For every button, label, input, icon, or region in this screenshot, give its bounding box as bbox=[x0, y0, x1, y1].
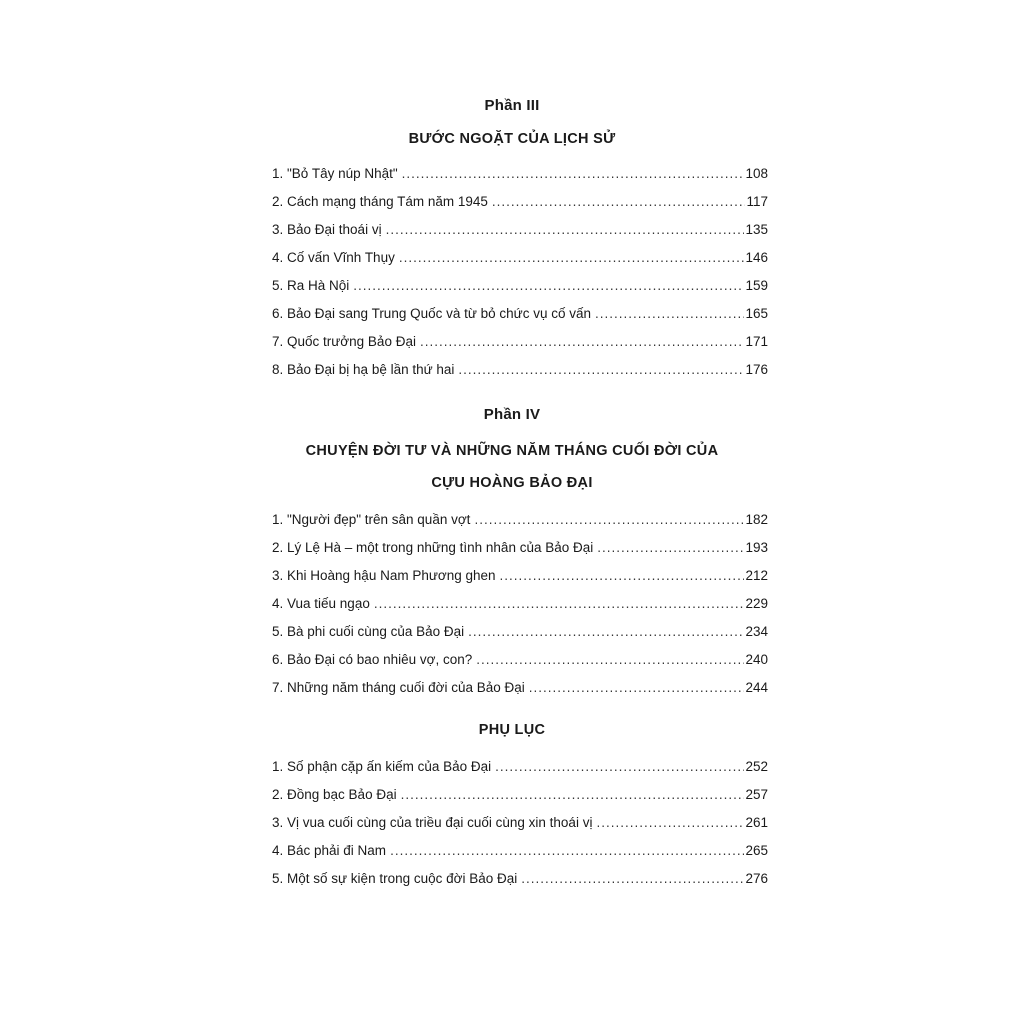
toc-entry-page: 117 bbox=[746, 194, 768, 209]
part-3-title: BƯỚC NGOẶT CỦA LỊCH SỬ bbox=[408, 131, 616, 147]
toc-dot-leader bbox=[402, 166, 745, 181]
part-4-toc-list bbox=[272, 512, 768, 708]
toc-dot-leader bbox=[529, 680, 745, 695]
toc-entry-page: 182 bbox=[745, 512, 768, 527]
toc-entry-page: 240 bbox=[745, 652, 768, 667]
toc-entry-page: 108 bbox=[745, 166, 768, 181]
toc-entry[interactable] bbox=[272, 250, 768, 278]
part-4-label: Phần IV bbox=[483, 406, 541, 423]
toc-entry[interactable] bbox=[272, 871, 768, 899]
toc-entry-title: 5. Ra Hà Nội bbox=[272, 278, 350, 293]
toc-dot-leader bbox=[458, 362, 744, 377]
toc-entry[interactable] bbox=[272, 759, 768, 787]
toc-dot-leader bbox=[468, 624, 744, 639]
toc-entry[interactable] bbox=[272, 624, 768, 652]
toc-dot-leader bbox=[521, 871, 744, 886]
toc-entry-page: 159 bbox=[745, 278, 768, 293]
toc-entry-title: 4. Vua tiếu ngạo bbox=[272, 596, 370, 611]
toc-dot-leader bbox=[596, 815, 744, 830]
toc-entry-page: 257 bbox=[745, 787, 768, 802]
toc-entry-title: 3. Vị vua cuối cùng của triều đại cuối cùng xin thoái vị bbox=[272, 815, 593, 830]
toc-dot-leader bbox=[476, 652, 744, 667]
toc-entry-title: 8. Bảo Đại bị hạ bệ lần thứ hai bbox=[272, 362, 455, 377]
toc-entry-title: 2. Cách mạng tháng Tám năm 1945 bbox=[272, 194, 488, 209]
toc-entry[interactable] bbox=[272, 680, 768, 708]
appendix-title: PHỤ LỤC bbox=[478, 722, 546, 738]
toc-dot-leader bbox=[353, 278, 744, 293]
toc-dot-leader bbox=[474, 512, 744, 527]
toc-entry[interactable] bbox=[272, 362, 768, 390]
toc-entry-page: 252 bbox=[745, 759, 768, 774]
toc-entry[interactable] bbox=[272, 843, 768, 871]
part-3-label: Phần III bbox=[484, 97, 540, 114]
toc-entry[interactable] bbox=[272, 166, 768, 194]
toc-entry[interactable] bbox=[272, 596, 768, 624]
toc-entry-page: 135 bbox=[745, 222, 768, 237]
appendix-toc-list bbox=[272, 759, 768, 899]
toc-entry[interactable] bbox=[272, 787, 768, 815]
toc-entry-title: 5. Một số sự kiện trong cuộc đời Bảo Đại bbox=[272, 871, 518, 886]
toc-entry-page: 234 bbox=[745, 624, 768, 639]
toc-entry-title: 6. Bảo Đại có bao nhiêu vợ, con? bbox=[272, 652, 473, 667]
toc-entry-title: 1. Số phận cặp ấn kiếm của Bảo Đại bbox=[272, 759, 492, 774]
toc-dot-leader bbox=[492, 194, 746, 209]
toc-entry[interactable] bbox=[272, 512, 768, 540]
toc-entry-title: 1. "Người đẹp" trên sân quần vợt bbox=[272, 512, 471, 527]
toc-entry-title: 4. Bác phải đi Nam bbox=[272, 843, 387, 858]
toc-dot-leader bbox=[597, 540, 744, 555]
toc-entry-title: 6. Bảo Đại sang Trung Quốc và từ bỏ chức vụ cố vấn bbox=[272, 306, 591, 321]
toc-dot-leader bbox=[401, 787, 745, 802]
toc-dot-leader bbox=[420, 334, 745, 349]
toc-entry-page: 176 bbox=[745, 362, 768, 377]
toc-entry-page: 193 bbox=[745, 540, 768, 555]
part-4-title-line-2: CỰU HOÀNG BẢO ĐẠI bbox=[431, 475, 593, 491]
toc-entry-title: 3. Khi Hoàng hậu Nam Phương ghen bbox=[272, 568, 496, 583]
toc-entry[interactable] bbox=[272, 540, 768, 568]
toc-entry-title: 3. Bảo Đại thoái vị bbox=[272, 222, 382, 237]
toc-entry-title: 2. Lý Lệ Hà – một trong những tình nhân của Bảo Đại bbox=[272, 540, 594, 555]
toc-entry-page: 265 bbox=[745, 843, 768, 858]
toc-entry-title: 7. Những năm tháng cuối đời của Bảo Đại bbox=[272, 680, 525, 695]
part-4-title-line-1: CHUYỆN ĐỜI TƯ VÀ NHỮNG NĂM THÁNG CUỐI ĐỜI CỦA bbox=[305, 443, 719, 459]
toc-entry[interactable] bbox=[272, 815, 768, 843]
toc-entry-title: 4. Cố vấn Vĩnh Thụy bbox=[272, 250, 395, 265]
toc-entry[interactable] bbox=[272, 568, 768, 596]
toc-entry-page: 244 bbox=[745, 680, 768, 695]
toc-dot-leader bbox=[495, 759, 744, 774]
toc-entry-title: 7. Quốc trưởng Bảo Đại bbox=[272, 334, 416, 349]
toc-entry-title: 1. "Bỏ Tây núp Nhật" bbox=[272, 166, 398, 181]
toc-dot-leader bbox=[595, 306, 744, 321]
toc-entry[interactable] bbox=[272, 334, 768, 362]
toc-entry-title: 2. Đồng bạc Bảo Đại bbox=[272, 787, 397, 802]
toc-entry-page: 146 bbox=[745, 250, 768, 265]
toc-entry-title: 5. Bà phi cuối cùng của Bảo Đại bbox=[272, 624, 465, 639]
toc-entry[interactable] bbox=[272, 652, 768, 680]
toc-entry[interactable] bbox=[272, 194, 768, 222]
toc-dot-leader bbox=[399, 250, 745, 265]
toc-entry-page: 276 bbox=[745, 871, 768, 886]
part-3-toc-list bbox=[272, 166, 768, 390]
toc-dot-leader bbox=[500, 568, 745, 583]
toc-entry-page: 171 bbox=[745, 334, 768, 349]
toc-entry-page: 165 bbox=[745, 306, 768, 321]
toc-dot-leader bbox=[374, 596, 745, 611]
toc-entry-page: 261 bbox=[745, 815, 768, 830]
toc-dot-leader bbox=[386, 222, 745, 237]
toc-entry[interactable] bbox=[272, 278, 768, 306]
toc-entry-page: 229 bbox=[745, 596, 768, 611]
toc-entry-page: 212 bbox=[745, 568, 768, 583]
toc-dot-leader bbox=[390, 843, 744, 858]
toc-entry[interactable] bbox=[272, 222, 768, 250]
toc-entry[interactable] bbox=[272, 306, 768, 334]
